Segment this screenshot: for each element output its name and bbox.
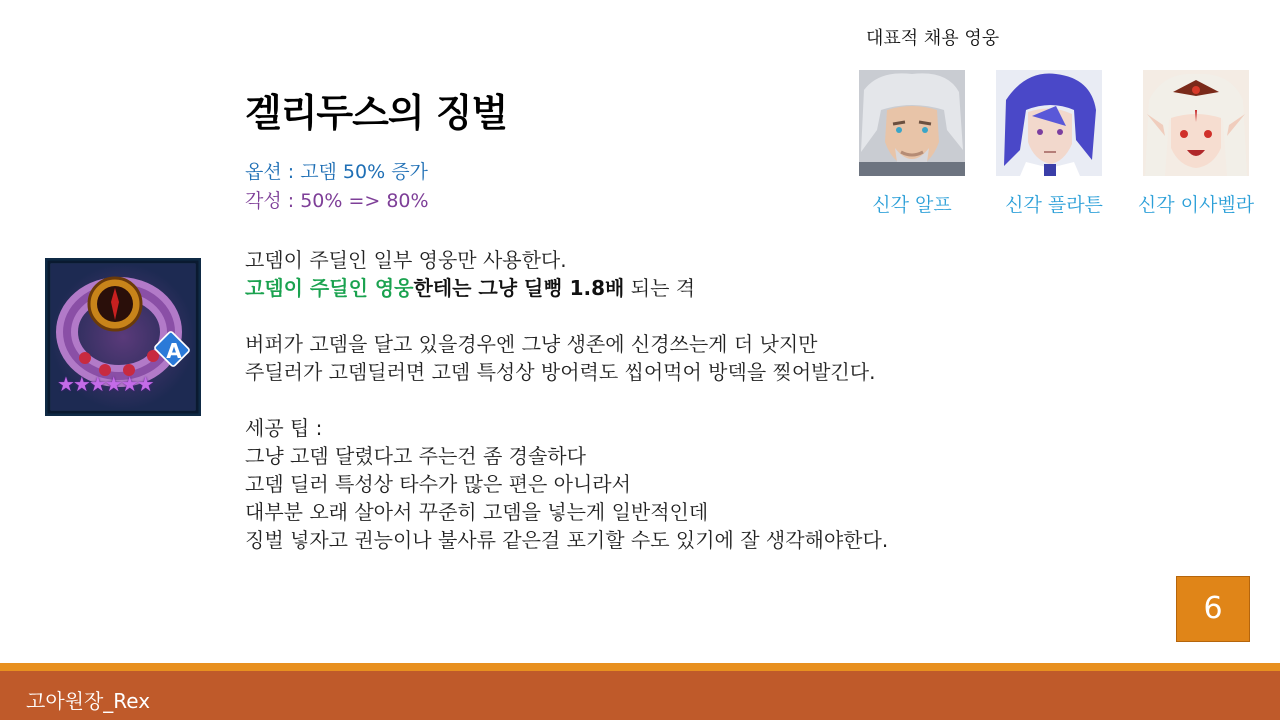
hero-name-platon: 신각 플라튼: [1005, 194, 1103, 216]
grade-badge-label: A: [166, 339, 182, 363]
para2-line1: 버퍼가 고뎀을 달고 있을경우엔 그냥 생존에 신경쓰는게 더 낫지만: [245, 332, 818, 356]
highlight-green: 고뎀이 주딜인 영웅: [245, 276, 414, 300]
footer-author: 고아원장_Rex: [26, 689, 151, 713]
tip-line-2: 고뎀 딜러 특성상 타수가 많은 편은 아니라서: [245, 472, 631, 496]
tips-heading: 세공 팁 :: [245, 416, 323, 440]
hero-name-alf: 신각 알프: [872, 194, 952, 216]
item-icon: [45, 258, 201, 416]
footer-band: [0, 671, 1280, 720]
tip-line-4: 징벌 넣자고 권능이나 불사류 같은걸 포기할 수도 있기에 잘 생각해야한다.: [245, 528, 889, 552]
tip-line-1: 그냥 고뎀 달렸다고 주는건 좀 경솔하다: [245, 444, 586, 468]
para1-line1: 고뎀이 주딜인 일부 영웅만 사용한다.: [245, 248, 567, 272]
awaken-line: 각성 : 50% => 80%: [245, 190, 429, 212]
description: [245, 246, 1005, 554]
heroes-label: 대표적 채용 영웅: [866, 28, 1000, 49]
page-number: 6: [1176, 576, 1250, 642]
hero-name-isabella: 신각 이사벨라: [1137, 194, 1255, 216]
highlight-bold: 한테는 그냥 딜뻥 1.8배: [413, 276, 625, 300]
tip-line-3: 대부분 오래 살아서 꾸준히 고뎀을 넣는게 일반적인데: [245, 500, 709, 524]
hero-portrait-platon: [996, 70, 1102, 176]
hero-portrait-alf: [859, 70, 965, 176]
para1-line2-rest: 되는 격: [624, 276, 696, 300]
para1-line2: [245, 274, 1005, 302]
option-line: 옵션 : 고뎀 50% 증가: [245, 161, 428, 183]
para2-line2: 주딜러가 고뎀딜러면 고뎀 특성상 방어력도 씹어먹어 방덱을 찢어발긴다.: [245, 360, 876, 384]
star-rating: ★★★★★★: [57, 372, 153, 396]
footer-accent-line: [0, 663, 1280, 671]
hero-portrait-isabella: [1143, 70, 1249, 176]
page-title: 겔리두스의 징벌: [245, 91, 508, 135]
